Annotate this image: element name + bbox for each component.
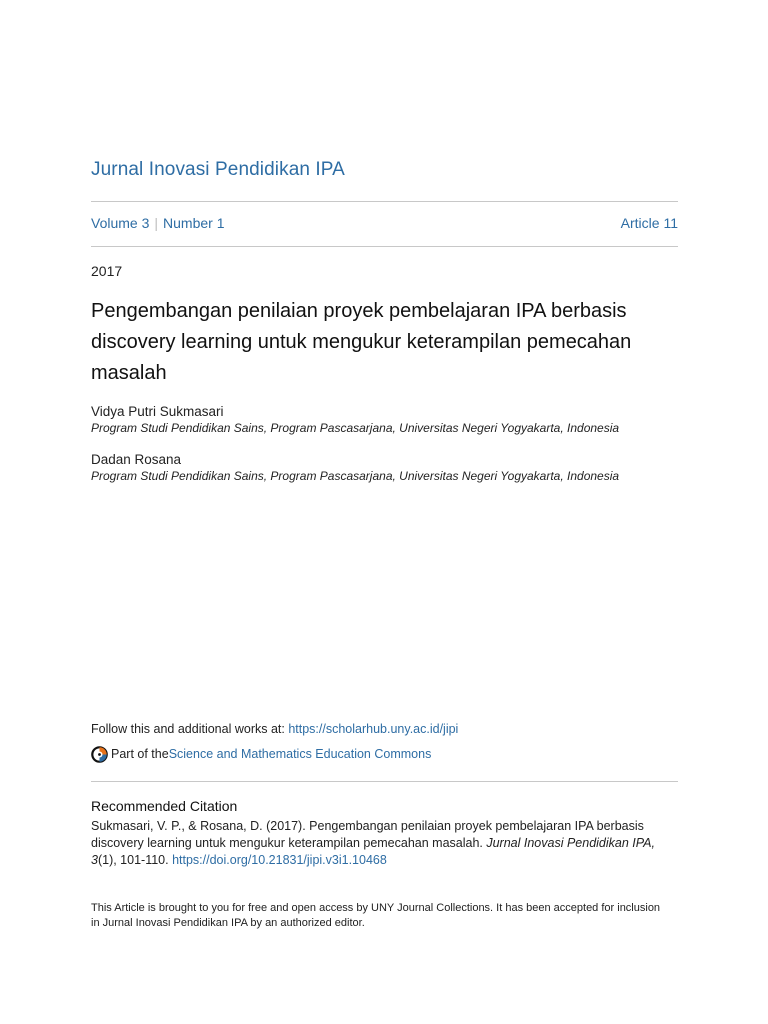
part-of-prefix: Part of the (111, 747, 169, 761)
follow-prefix: Follow this and additional works at: (91, 722, 289, 736)
author-affiliation: Program Studi Pendidikan Sains, Program Pascasarjana, Universitas Negeri Yogyakarta, Indonesia (91, 469, 620, 483)
citation-body: Sukmasari, V. P., & Rosana, D. (2017). Pengembangan penilaian proyek pembelajaran IPA berbasis discovery learning untuk mengukur keterampilan pemecahan masalah. (91, 819, 644, 850)
divider (91, 246, 678, 247)
volume-link[interactable]: Volume 3 (91, 215, 150, 231)
author-block (91, 403, 678, 436)
citation-heading: Recommended Citation (91, 798, 238, 814)
number-link[interactable]: Number 1 (163, 215, 225, 231)
journal-title-link[interactable]: Jurnal Inovasi Pendidikan IPA (91, 159, 345, 180)
commons-link[interactable]: Science and Mathematics Education Commons (168, 747, 432, 761)
cover-page (91, 0, 678, 1024)
repository-link[interactable]: https://scholarhub.uny.ac.id/jipi (288, 722, 459, 736)
divider (91, 781, 678, 782)
issue-bar (91, 213, 678, 233)
divider (91, 201, 678, 202)
access-notice: This Article is brought to you for free and open access by UNY Journal Collections. It has been accepted for inclusion in Jurnal Inovasi Pendidikan IPA by an authorized editor. (91, 902, 661, 929)
article-number-link[interactable]: Article 11 (620, 215, 678, 231)
citation-journal: Jurnal Inovasi Pendidikan IPA, 3 (91, 836, 655, 867)
author-affiliation: Program Studi Pendidikan Sains, Program Pascasarjana, Universitas Negeri Yogyakarta, Indonesia (91, 421, 620, 435)
citation-text (91, 818, 671, 869)
author-name: Dadan Rosana (91, 452, 182, 467)
citation-issue-pages: (1), 101-110. (97, 853, 173, 867)
issue-separator: | (154, 215, 159, 231)
part-of-line (91, 744, 431, 764)
publication-year: 2017 (91, 263, 123, 279)
author-block (91, 451, 678, 484)
author-name: Vidya Putri Sukmasari (91, 404, 224, 419)
article-title: Pengembangan penilaian proyek pembelajaran IPA berbasis discovery learning untuk mengukur keterampilan pemecahan masalah (91, 300, 632, 384)
follow-line (91, 720, 458, 738)
doi-link[interactable]: https://doi.org/10.21831/jipi.v3i1.10468 (172, 853, 387, 867)
commons-icon (91, 746, 108, 763)
